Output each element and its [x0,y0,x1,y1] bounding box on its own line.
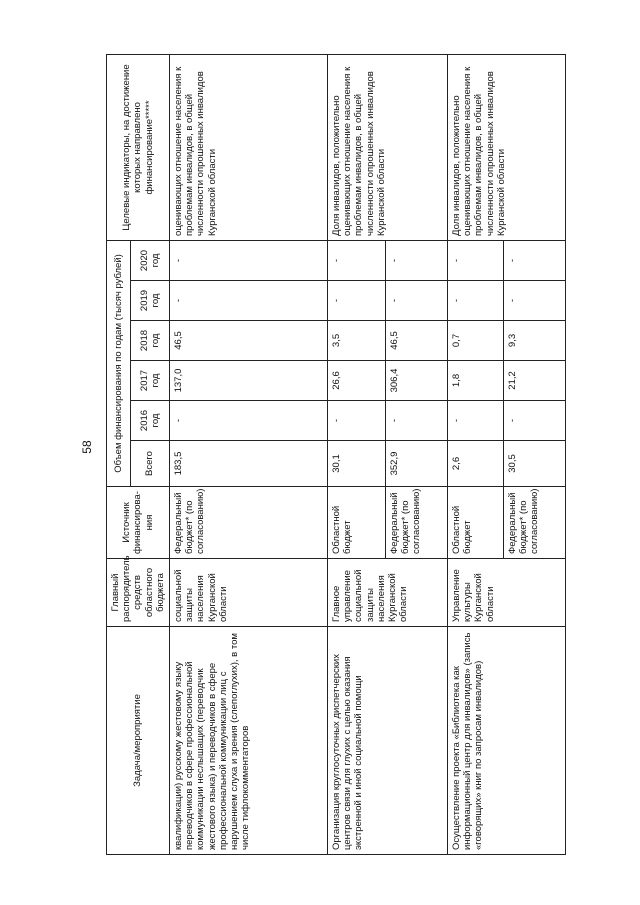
row-2018: 9,3 [504,321,566,361]
header-target: Целевые индикаторы, на достижение которых направлено финансирование***** [107,54,170,240]
table-row [170,54,328,854]
funding-table [106,54,566,855]
header-source: Источник финансирова-ния [107,487,170,559]
row-total: 352,9 [386,441,448,487]
header-row [107,54,131,854]
row-total: 30,1 [328,441,386,487]
row-2016: - [504,401,566,441]
header-2019: 2019 год [131,281,170,321]
header-2020: 2020 год [131,240,170,280]
row-source: Федеральный бюджет* (по согласованию) [386,487,448,559]
row-2017: 21,2 [504,361,566,401]
row-2018: 46,5 [386,321,448,361]
header-manager: Главный распорядитель средств областного бюджета [107,559,170,627]
header-2018: 2018 год [131,321,170,361]
row-2019: - [328,281,386,321]
table-row [328,54,386,854]
row-source: Областной бюджет [328,487,386,559]
row-2016: - [328,401,386,441]
row-2016: - [386,401,448,441]
row-2019: - [386,281,448,321]
row-2017: 26,6 [328,361,386,401]
row-2019: - [504,281,566,321]
row-total: 183,5 [170,441,328,487]
header-volume: Объем финансирования по годам (тысяч рублей) [107,240,131,486]
row-2019: - [170,281,328,321]
row-source: Областной бюджет [448,487,504,559]
row-2020: - [170,240,328,280]
header-2016: 2016 год [131,401,170,441]
row-2020: - [386,240,448,280]
row-2016: - [448,401,504,441]
row-2017: 1,8 [448,361,504,401]
row-total: 30,5 [504,441,566,487]
row-2020: - [448,240,504,280]
row-manager: Управление культуры Курганской области [448,559,566,627]
row-2016: - [170,401,328,441]
row-task: квалификации) русскому жестовому языку переводчиков в сфере профессиональной коммуникации неслышащих (переводчик жестового языка) и переводчиков в сфере профессиональной коммуникации лиц с нарушением слуха и зрения (слепоглухих), в том числе тифлокомментаторов [170,627,328,855]
row-target: Доля инвалидов, положительно оценивающих отношение населения к проблемам инвалидов, в общей численности опрошенных инвалидов Курганской области [328,54,448,240]
row-2018: 3,5 [328,321,386,361]
row-source: Федеральный бюджет* (по согласованию) [504,487,566,559]
rotated-page [106,55,626,855]
row-2018: 0,7 [448,321,504,361]
row-2020: - [504,240,566,280]
row-task: Осуществление проекта «Библиотека как информационный центр для инвалидов» (запись «говорящих» книг по запросам инвалидов) [448,627,566,855]
row-2018: 46,5 [170,321,328,361]
row-target: Доля инвалидов, положительно оценивающих отношение населения к проблемам инвалидов, в общей численности опрошенных инвалидов Курганской области [448,54,566,240]
table-row [448,54,504,854]
row-manager: социальной защиты населения Курганской области [170,559,328,627]
row-task: Организация круглосуточных диспетчерских центров связи для глухих с целью оказания экстренной и иной социальной помощи [328,627,448,855]
page-number: 58 [80,440,94,454]
header-task: Задача/мероприятие [107,627,170,855]
row-2019: - [448,281,504,321]
row-total: 2,6 [448,441,504,487]
header-2017: 2017 год [131,361,170,401]
row-2017: 137,0 [170,361,328,401]
row-manager: Главное управление социальной защиты населения Курганской области [328,559,448,627]
header-total: Всего [131,441,170,487]
row-2020: - [328,240,386,280]
row-target: оценивающих отношение населения к проблемам инвалидов, в общей численности опрошенных инвалидов Курганской области [170,54,328,240]
row-source: Федеральный бюджет* (по согласованию) [170,487,328,559]
row-2017: 306,4 [386,361,448,401]
